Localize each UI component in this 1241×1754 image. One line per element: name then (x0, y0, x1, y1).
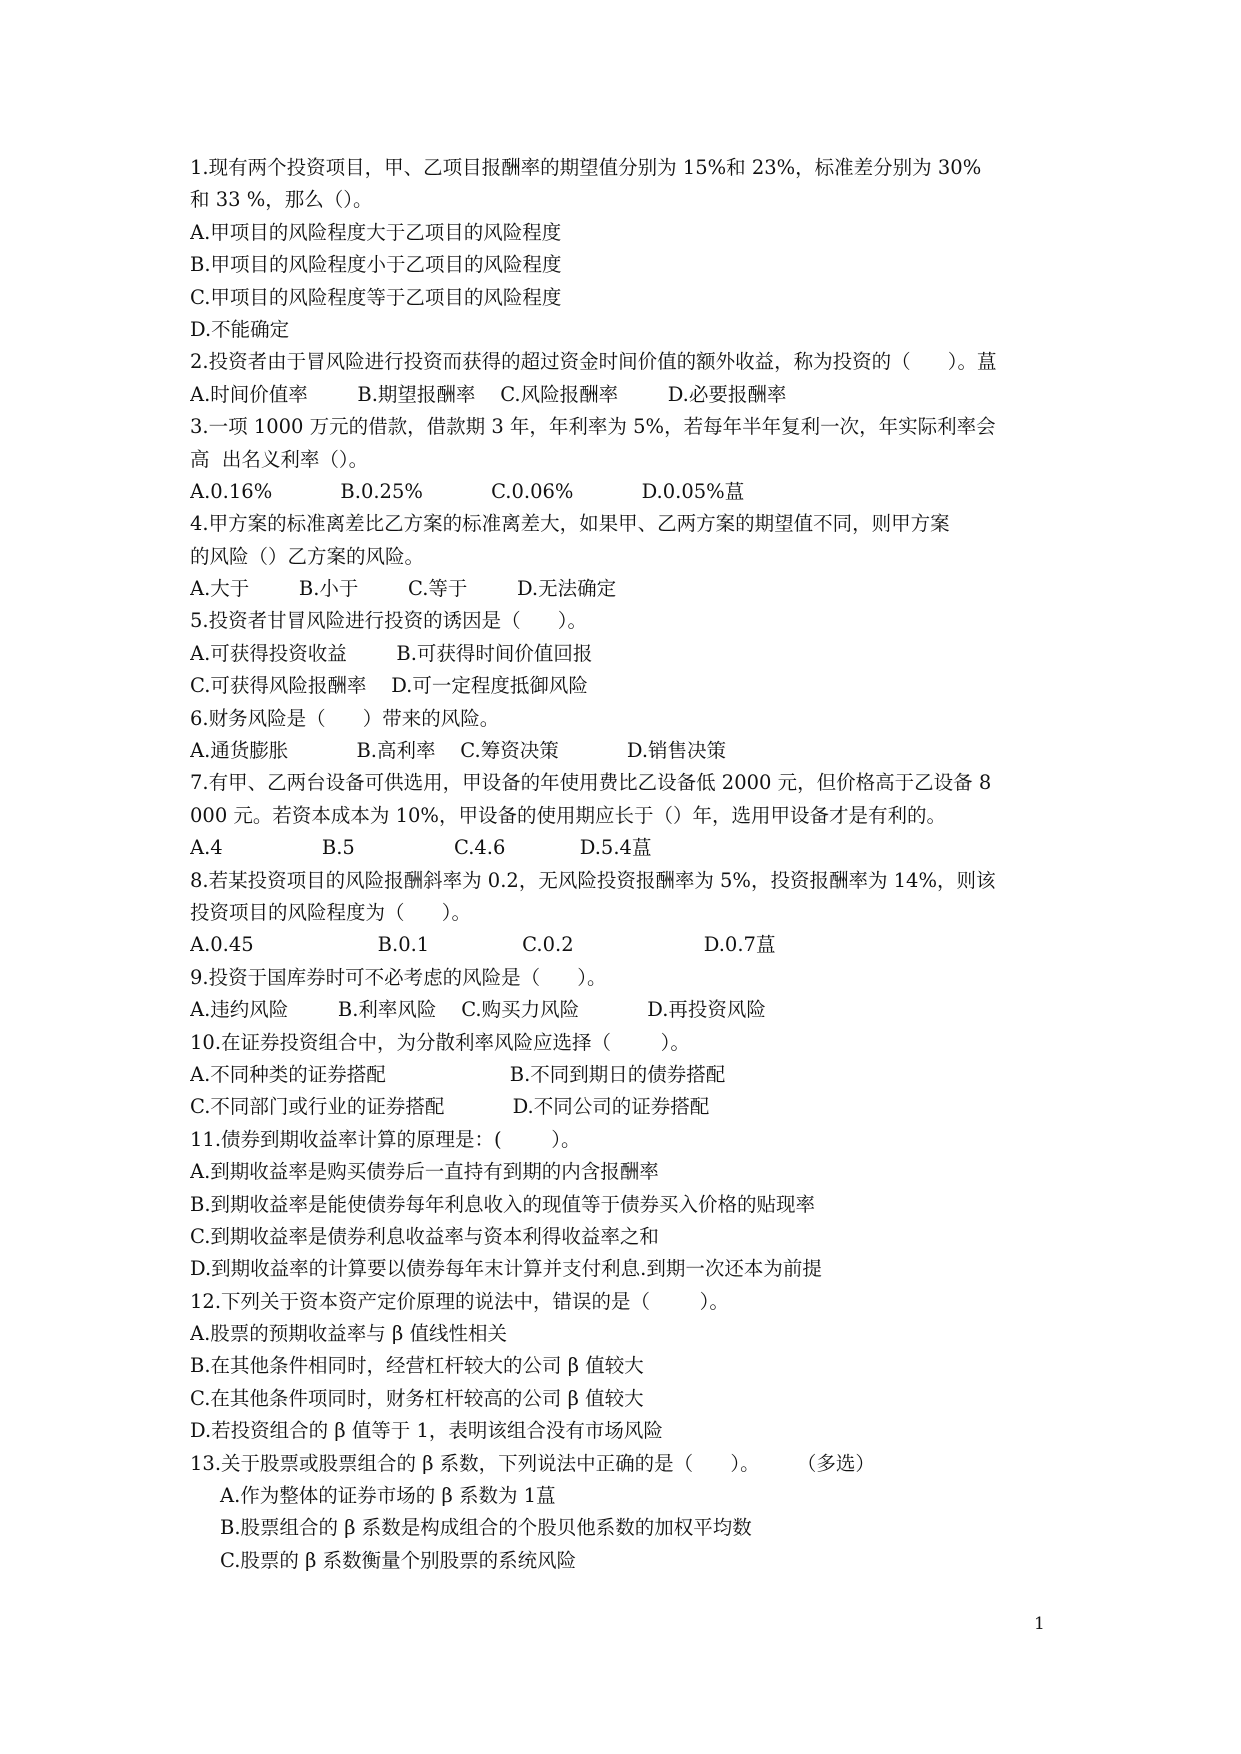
text-line: A.可获得投资收益 B.可获得时间价值回报 (190, 641, 593, 665)
text-line: A.0.45 B.0.1 C.0.2 D.0.7蒀 (190, 933, 776, 957)
text-line: 9.投资于国库券时可不必考虑的风险是（ ）。 (190, 965, 607, 989)
text-line-indented: C.股票的 β 系数衡量个别股票的系统风险 (220, 1548, 577, 1572)
text-line: 1.现有两个投资项目，甲、乙项目报酬率的期望值分别为 15%和 23%，标准差分别为 30% (190, 156, 982, 179)
document-body (190, 152, 1070, 1577)
text-line: B.到期收益率是能使债券每年利息收入的现值等于债券买入价格的贴现率 (190, 1192, 816, 1216)
text-line: A.到期收益率是购买债券后一直持有到期的内含报酬率 (190, 1160, 659, 1184)
text-line: C.不同部门或行业的证券搭配 D.不同公司的证券搭配 (190, 1095, 710, 1119)
text-line: B.甲项目的风险程度小于乙项目的风险程度 (190, 253, 562, 277)
text-line: 3.一项 1000 万元的借款，借款期 3 年，年利率为 5%，若每年半年复利一次，年实际利率会 (190, 415, 996, 439)
text-line: 8.若某投资项目的风险报酬斜率为 0.2，无风险投资报酬率为 5%，投资报酬率为 14%，则该 (190, 868, 996, 892)
text-line: A.0.16% B.0.25% C.0.06% D.0.05%蒀 (190, 479, 745, 503)
page-number: 1 (1034, 1614, 1045, 1634)
text-line-indented: B.股票组合的 β 系数是构成组合的个股贝他系数的加权平均数 (220, 1516, 752, 1540)
text-line: 10.在证券投资组合中，为分散利率风险应选择（ ）。 (190, 1030, 690, 1054)
text-line: A.甲项目的风险程度大于乙项目的风险程度 (190, 220, 562, 244)
text-line: 6.财务风险是（ ）带来的风险。 (190, 706, 500, 730)
text-line: 11.债券到期收益率计算的原理是：( ）。 (190, 1127, 581, 1151)
text-line: A.大于 B.小于 C.等于 D.无法确定 (190, 577, 617, 601)
text-line: 4.甲方案的标准离差比乙方案的标准离差大，如果甲、乙两方案的期望值不同，则甲方案 (190, 512, 950, 536)
text-line: C.到期收益率是债券利息收益率与资本利得收益率之和 (190, 1224, 659, 1248)
text-line: 13.关于股票或股票组合的 β 系数，下列说法中正确的是（ ）。 （多选） (190, 1451, 875, 1475)
text-line: 12.下列关于资本资产定价原理的说法中，错误的是（ ）。 (190, 1289, 729, 1313)
text-line: A.时间价值率 B.期望报酬率 C.风险报酬率 D.必要报酬率 (190, 382, 787, 406)
text-line: D.若投资组合的 β 值等于 1，表明该组合没有市场风险 (190, 1419, 663, 1443)
text-line: A.股票的预期收益率与 β 值线性相关 (190, 1322, 507, 1346)
text-line: C.可获得风险报酬率 D.可一定程度抵御风险 (190, 674, 588, 698)
text-line: B.在其他条件相同时，经营杠杆较大的公司 β 值较大 (190, 1354, 644, 1378)
text-line: A.通货膨胀 B.高利率 C.筹资决策 D.销售决策 (190, 739, 727, 763)
text-line: D.不能确定 (190, 317, 290, 341)
text-line: 高 出名义利率（）。 (190, 447, 369, 471)
text-line: A.不同种类的证券搭配 B.不同到期日的债券搭配 (190, 1062, 726, 1086)
text-line: 000 元。若资本成本为 10%，甲设备的使用期应长于（）年，选用甲设备才是有利的。 (190, 803, 946, 827)
text-line: 和 33 %，那么（）。 (190, 188, 373, 212)
text-line: D.到期收益率的计算要以债券每年末计算并支付利息.到期一次还本为前提 (190, 1257, 822, 1281)
text-line: C.甲项目的风险程度等于乙项目的风险程度 (190, 285, 562, 309)
text-line: A.违约风险 B.利率风险 C.购买力风险 D.再投资风险 (190, 998, 766, 1022)
text-line: 5.投资者甘冒风险进行投资的诱因是（ ）。 (190, 609, 588, 633)
text-line: 2.投资者由于冒风险进行投资而获得的超过资金时间价值的额外收益，称为投资的（ ）。蒀 (190, 350, 997, 374)
text-line: 投资项目的风险程度为（ ）。 (190, 900, 471, 924)
text-line: 的风险（）乙方案的风险。 (190, 544, 425, 568)
text-line: C.在其他条件项同时，财务杠杆较高的公司 β 值较大 (190, 1386, 644, 1410)
text-line: A.4 B.5 C.4.6 D.5.4蒀 (190, 836, 652, 860)
text-line-indented: A.作为整体的证券市场的 β 系数为 1蒀 (220, 1484, 556, 1508)
text-line: 7.有甲、乙两台设备可供选用，甲设备的年使用费比乙设备低 2000 元，但价格高于乙设备 8 (190, 771, 992, 795)
